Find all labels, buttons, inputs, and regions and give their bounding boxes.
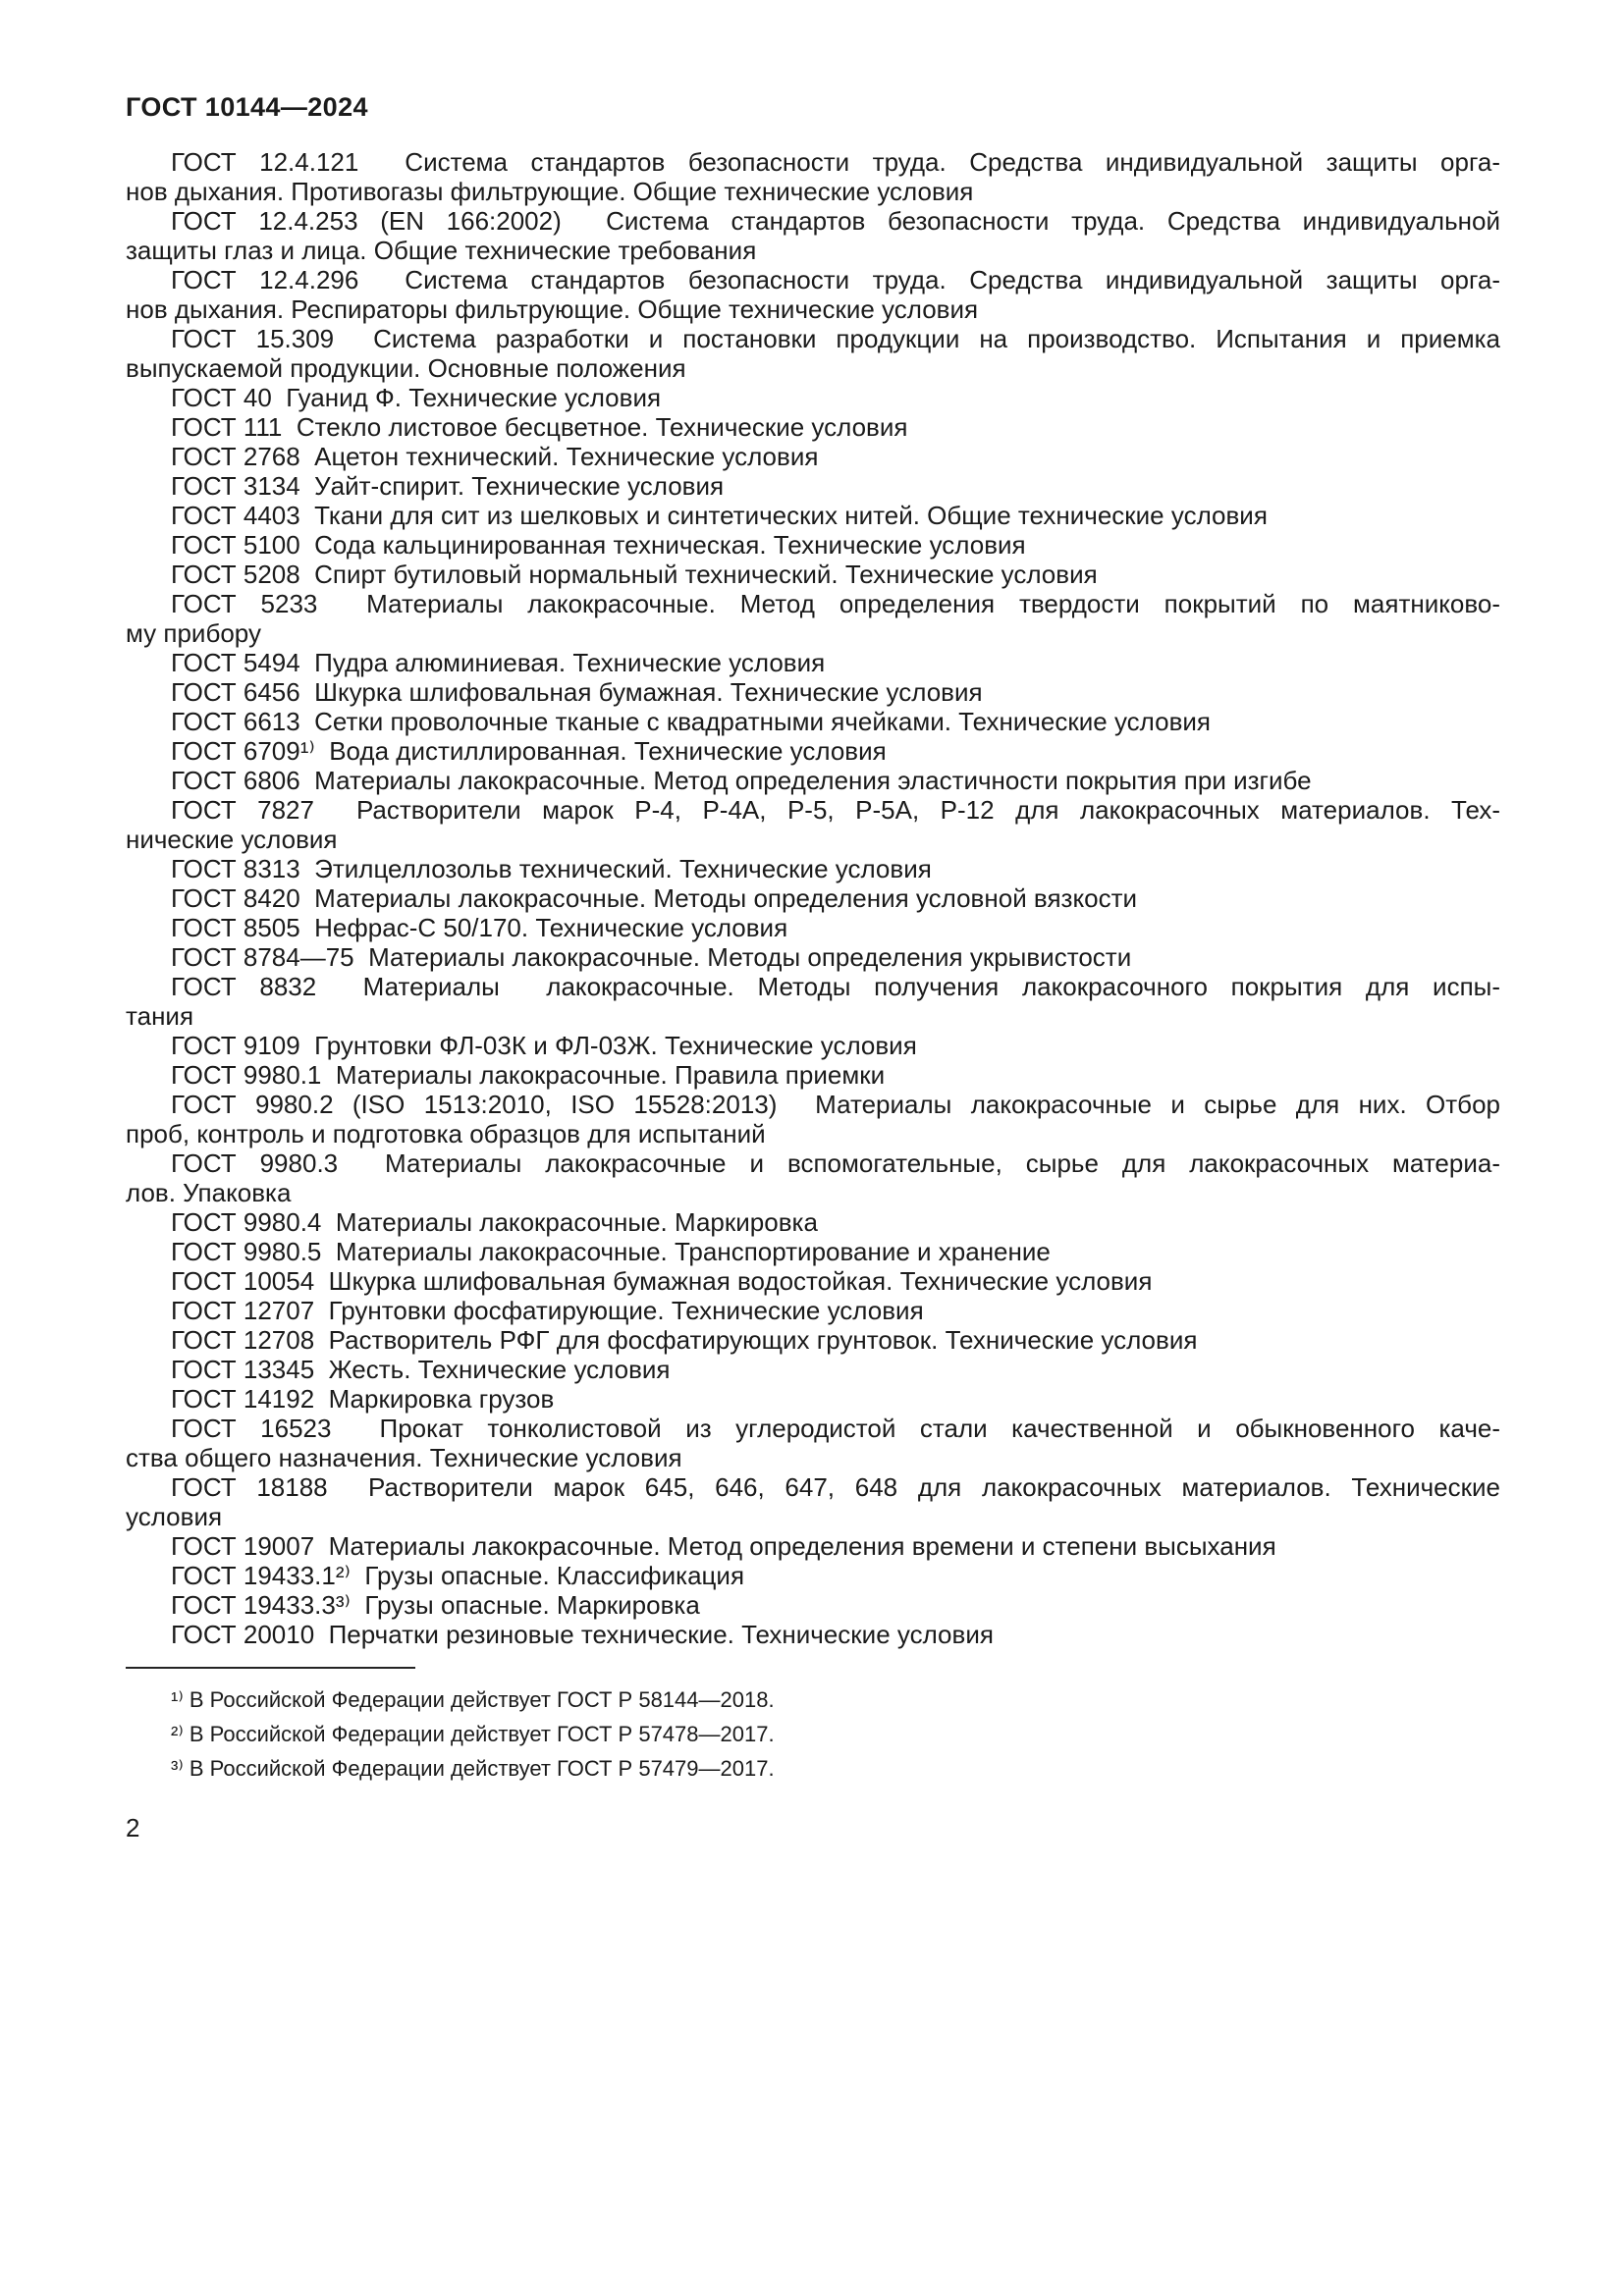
text-line: ГОСТ 13345 Жесть. Технические условия xyxy=(171,1355,671,1384)
text-line: тания xyxy=(126,1001,194,1031)
text-line: ГОСТ 5100 Сода кальцинированная техническая. Технические условия xyxy=(171,530,1026,560)
reference-item xyxy=(126,1148,1500,1207)
text-line: ¹⁾ В Российской Федерации действует ГОСТ Р 58144—2018. xyxy=(171,1687,775,1712)
reference-item xyxy=(126,1384,1500,1414)
text-line: ГОСТ 6709¹⁾ Вода дистиллированная. Технические условия xyxy=(171,736,887,766)
text-line: ГОСТ 8784—75 Материалы лакокрасочные. Методы определения укрывистости xyxy=(171,942,1132,972)
footnote xyxy=(126,1717,1500,1751)
reference-item xyxy=(126,1355,1500,1384)
text-line: ГОСТ 111 Стекло листовое бесцветное. Технические условия xyxy=(171,412,908,442)
reference-item xyxy=(126,1090,1500,1148)
reference-item xyxy=(126,1620,1500,1649)
reference-item xyxy=(126,1207,1500,1237)
text-line: ГОСТ 5494 Пудра алюминиевая. Технические условия xyxy=(171,648,826,677)
reference-item xyxy=(126,1031,1500,1060)
text-line: условия xyxy=(126,1502,223,1531)
reference-item xyxy=(126,589,1500,648)
text-line: ГОСТ 8505 Нефрас-С 50/170. Технические условия xyxy=(171,913,788,942)
text-line: лов. Упаковка xyxy=(126,1178,292,1207)
reference-item xyxy=(126,1266,1500,1296)
reference-item xyxy=(126,648,1500,677)
reference-item xyxy=(126,412,1500,442)
text-line: ГОСТ 14192 Маркировка грузов xyxy=(171,1384,555,1414)
reference-item xyxy=(126,442,1500,471)
reference-item xyxy=(126,942,1500,972)
reference-item xyxy=(126,972,1500,1031)
page-number: 2 xyxy=(126,1813,140,1842)
document-header: ГОСТ 10144—2024 xyxy=(126,92,368,122)
text-line: выпускаемой продукции. Основные положения xyxy=(126,353,686,383)
text-line: ГОСТ 2768 Ацетон технический. Технические условия xyxy=(171,442,819,471)
text-line: ГОСТ 19433.3³⁾ Грузы опасные. Маркировка xyxy=(171,1590,700,1620)
reference-item xyxy=(126,883,1500,913)
text-line: ГОСТ 15.309 Система разработки и постановки продукции на производство. Испытания и приемка xyxy=(171,324,1500,353)
reference-item xyxy=(126,1237,1500,1266)
text-line: ГОСТ 9980.3 Материалы лакокрасочные и вспомогательные, сырье для лакокрасочных материа- xyxy=(171,1148,1500,1178)
references-list xyxy=(126,147,1500,1842)
text-line: му прибору xyxy=(126,618,261,648)
text-line: ³⁾ В Российской Федерации действует ГОСТ Р 57479—2017. xyxy=(171,1756,775,1781)
text-line: ²⁾ В Российской Федерации действует ГОСТ Р 57478—2017. xyxy=(171,1722,775,1746)
reference-item xyxy=(126,501,1500,530)
reference-item xyxy=(126,265,1500,324)
reference-item xyxy=(126,471,1500,501)
reference-item xyxy=(126,854,1500,883)
text-line: ГОСТ 12.4.253 (EN 166:2002) Система стандартов безопасности труда. Средства индивидуальной xyxy=(171,206,1500,236)
text-line: ГОСТ 8832 Материалы лакокрасочные. Методы получения лакокрасочного покрытия для испы- xyxy=(171,972,1500,1001)
text-line: ГОСТ 12.4.296 Система стандартов безопасности труда. Средства индивидуальной защиты орга- xyxy=(171,265,1500,294)
reference-item xyxy=(126,1472,1500,1531)
text-line: ГОСТ 6456 Шкурка шлифовальная бумажная. Технические условия xyxy=(171,677,983,707)
text-line: ГОСТ 6806 Материалы лакокрасочные. Метод определения эластичности покрытия при изгибе xyxy=(171,766,1312,795)
text-line: ГОСТ 9980.1 Материалы лакокрасочные. Правила приемки xyxy=(171,1060,886,1090)
footnote xyxy=(126,1682,1500,1717)
reference-item xyxy=(126,383,1500,412)
text-line: ГОСТ 5233 Материалы лакокрасочные. Метод определения твердости покрытий по маятниково- xyxy=(171,589,1500,618)
text-line: ГОСТ 19433.1²⁾ Грузы опасные. Классификация xyxy=(171,1561,745,1590)
text-line: ГОСТ 9980.2 (ISO 1513:2010, ISO 15528:2013) Материалы лакокрасочные и сырье для них. Отбор xyxy=(171,1090,1500,1119)
text-line: ГОСТ 4403 Ткани для сит из шелковых и синтетических нитей. Общие технические условия xyxy=(171,501,1268,530)
text-line: ГОСТ 12707 Грунтовки фосфатирующие. Технические условия xyxy=(171,1296,924,1325)
reference-item xyxy=(126,795,1500,854)
text-line: ГОСТ 9980.4 Материалы лакокрасочные. Маркировка xyxy=(171,1207,818,1237)
reference-item xyxy=(126,1060,1500,1090)
text-line: ГОСТ 9980.5 Материалы лакокрасочные. Транспортирование и хранение xyxy=(171,1237,1051,1266)
reference-item xyxy=(126,1296,1500,1325)
footnote-separator-rule xyxy=(126,1667,415,1669)
reference-item xyxy=(126,324,1500,383)
reference-item xyxy=(126,766,1500,795)
text-line: ГОСТ 6613 Сетки проволочные тканые с квадратными ячейками. Технические условия xyxy=(171,707,1211,736)
text-line: ГОСТ 12708 Растворитель РФГ для фосфатирующих грунтовок. Технические условия xyxy=(171,1325,1198,1355)
reference-item xyxy=(126,1531,1500,1561)
reference-item xyxy=(126,736,1500,766)
text-line: ГОСТ 7827 Растворители марок Р-4, Р-4А, Р-5, Р-5А, Р-12 для лакокрасочных материалов. Тех- xyxy=(171,795,1500,825)
text-line: ГОСТ 9109 Грунтовки ФЛ-03К и ФЛ-03Ж. Технические условия xyxy=(171,1031,917,1060)
text-line: ГОСТ 40 Гуанид Ф. Технические условия xyxy=(171,383,662,412)
reference-item xyxy=(126,560,1500,589)
reference-item xyxy=(126,1414,1500,1472)
text-line: проб, контроль и подготовка образцов для испытаний xyxy=(126,1119,766,1148)
footnote-block xyxy=(126,1667,1500,1786)
reference-item xyxy=(126,1325,1500,1355)
reference-item xyxy=(126,707,1500,736)
reference-item xyxy=(126,147,1500,206)
text-line: нические условия xyxy=(126,825,338,854)
reference-item xyxy=(126,530,1500,560)
reference-item xyxy=(126,206,1500,265)
text-line: ГОСТ 20010 Перчатки резиновые технические. Технические условия xyxy=(171,1620,994,1649)
text-line: ГОСТ 10054 Шкурка шлифовальная бумажная водостойкая. Технические условия xyxy=(171,1266,1153,1296)
reference-item xyxy=(126,1561,1500,1590)
footnote xyxy=(126,1751,1500,1786)
text-line: ГОСТ 8420 Материалы лакокрасочные. Методы определения условной вязкости xyxy=(171,883,1138,913)
text-line: нов дыхания. Респираторы фильтрующие. Общие технические условия xyxy=(126,294,979,324)
text-line: ГОСТ 8313 Этилцеллозольв технический. Технические условия xyxy=(171,854,932,883)
text-line: ства общего назначения. Технические условия xyxy=(126,1443,682,1472)
text-line: ГОСТ 18188 Растворители марок 645, 646, 647, 648 для лакокрасочных материалов. Технические xyxy=(171,1472,1500,1502)
reference-item xyxy=(126,677,1500,707)
text-line: ГОСТ 16523 Прокат тонколистовой из углеродистой стали качественной и обыкновенного каче- xyxy=(171,1414,1500,1443)
text-line: ГОСТ 3134 Уайт-спирит. Технические условия xyxy=(171,471,725,501)
reference-item xyxy=(126,1590,1500,1620)
text-line: защиты глаз и лица. Общие технические требования xyxy=(126,236,757,265)
text-line: нов дыхания. Противогазы фильтрующие. Общие технические условия xyxy=(126,177,974,206)
text-line: ГОСТ 19007 Материалы лакокрасочные. Метод определения времени и степени высыхания xyxy=(171,1531,1276,1561)
text-line: ГОСТ 5208 Спирт бутиловый нормальный технический. Технические условия xyxy=(171,560,1098,589)
text-line: ГОСТ 12.4.121 Система стандартов безопасности труда. Средства индивидуальной защиты орга- xyxy=(171,147,1500,177)
reference-item xyxy=(126,913,1500,942)
